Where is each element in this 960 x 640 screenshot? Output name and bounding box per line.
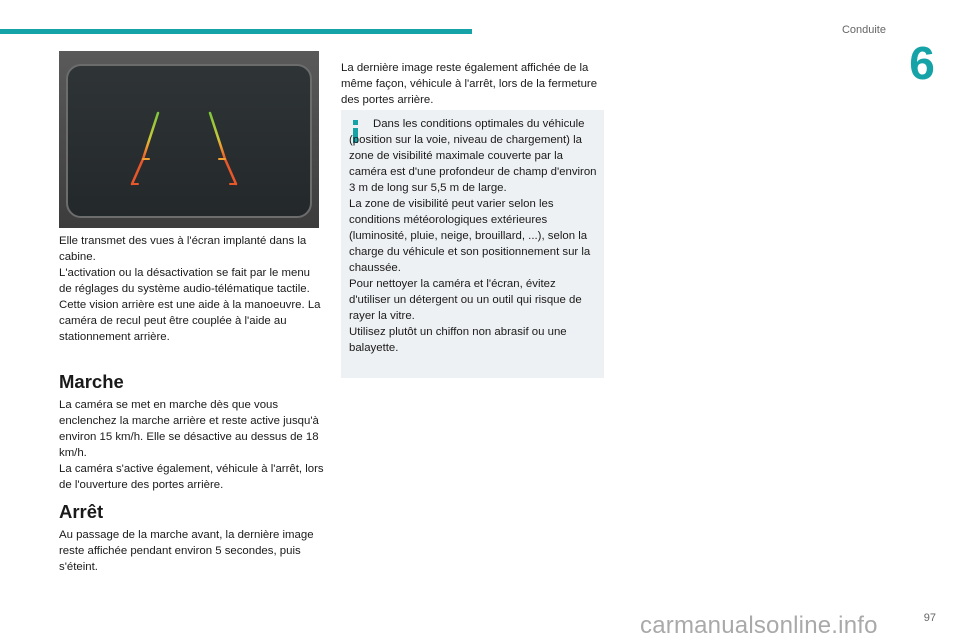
chapter-number: 6 [909,37,935,89]
marche-paragraph: La caméra se met en marche dès que vous enclenchez la marche arrière et reste active jusqu'à environ 15 km/h. Elle se désactive au dessus de 18 km/h. [59,399,319,459]
info-box-text: Dans les conditions optimales du véhicule (position sur la voie, niveau de chargement) la zone de visibilité maximale couverte par la caméra est d'une profondeur de champ d'environ 3 m de long sur 5,5 m de large. La zone de visibilité peut varier selon les conditions météorologiques extérieures (luminosité, pluie, neige, brouillard, ...), selon la charge du véhicule et son positionnement sur la chaussée. Pour nettoyer la caméra et l'écran, évitez d'utiliser un détergent ou un outil qui risque de rayer la vitre. Utilisez plutôt un chiffon non abrasif ou une balayette. [349,118,597,354]
marche-paragraph: La caméra s'active également, véhicule à l'arrêt, lors de l'ouverture des portes arrière. [59,463,324,491]
intro-text [59,233,325,345]
rear-camera-figure [59,51,319,228]
marche-text [59,397,327,493]
page-number: 97 [923,612,936,624]
intro-paragraph: L'activation ou la désactivation se fait par le menu de réglages du système audio-télématique tactile. [59,267,311,295]
right-paragraph: La dernière image reste également affichée de la même façon, véhicule à l'arrêt, lors de la fermeture des portes arrière. [341,62,598,106]
rear-camera-guide-lines-image [59,51,319,228]
arret-paragraph: Au passage de la marche avant, la dernière image reste affichée pendant environ 5 secondes, puis s'éteint. [59,529,314,573]
arret-text [59,527,327,575]
intro-paragraph: Cette vision arrière est une aide à la manoeuvre. La caméra de recul peut être couplée à l'aide au stationnement arrière. [59,299,321,343]
section-title: Conduite [841,24,886,36]
info-box [341,110,604,378]
right-column-text [341,60,607,108]
intro-paragraph: Elle transmet des vues à l'écran implanté dans la cabine. [59,235,307,263]
watermark: carmanualsonline.info [640,612,878,639]
arret-heading: Arrêt [59,501,104,522]
header-accent-bar [0,29,472,34]
marche-heading: Marche [59,371,124,392]
